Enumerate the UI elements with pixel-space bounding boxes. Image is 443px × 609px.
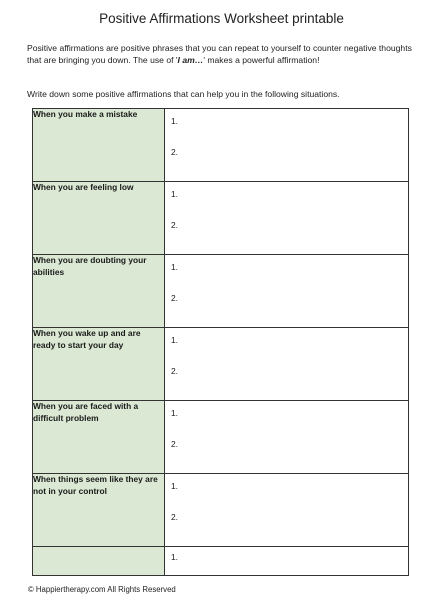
table-row [33, 109, 409, 182]
table-row [33, 474, 409, 547]
answer-number-1: 1. [171, 408, 178, 418]
intro-paragraph [27, 42, 422, 66]
intro-text-start: Positive affirmations are positive phrases that you can repeat to yourself to counter negative thoughts that are bringing you down. The use of ' [27, 43, 412, 65]
answer-number-1: 1. [171, 481, 178, 491]
answer-number-2: 2. [171, 366, 178, 376]
situation-cell: When you make a mistake [33, 109, 165, 182]
table-row [33, 328, 409, 401]
intro-emphasis: I am… [177, 55, 204, 65]
copyright-footer: © Happiertherapy.com All Rights Reserved [28, 585, 176, 594]
answer-cell[interactable] [165, 328, 409, 401]
answer-cell[interactable] [165, 109, 409, 182]
instruction-text: Write down some positive affirmations that can help you in the following situations. [27, 89, 340, 99]
intro-text-end: ' makes a powerful affirmation! [203, 55, 320, 65]
answer-cell[interactable] [165, 547, 409, 576]
answer-number-1: 1. [171, 262, 178, 272]
table-row [33, 255, 409, 328]
answer-number-2: 2. [171, 293, 178, 303]
situation-cell: When you are faced with a difficult problem [33, 401, 165, 474]
situation-cell: When you wake up and are ready to start your day [33, 328, 165, 401]
affirmations-table [32, 108, 409, 576]
table-row [33, 401, 409, 474]
situation-cell-empty [33, 547, 165, 576]
situation-cell: When things seem like they are not in your control [33, 474, 165, 547]
answer-cell[interactable] [165, 255, 409, 328]
answer-number-2: 2. [171, 439, 178, 449]
situation-cell: When you are feeling low [33, 182, 165, 255]
answer-number-2: 2. [171, 512, 178, 522]
answer-number-1: 1. [171, 335, 178, 345]
situation-cell: When you are doubting your abilities [33, 255, 165, 328]
answer-number-1: 1. [171, 116, 178, 126]
answer-cell[interactable] [165, 474, 409, 547]
answer-number-2: 2. [171, 147, 178, 157]
table-row [33, 182, 409, 255]
worksheet-title: Positive Affirmations Worksheet printable [99, 11, 344, 26]
answer-number-1: 1. [171, 552, 178, 562]
table-row-last [33, 547, 409, 576]
answer-cell[interactable] [165, 182, 409, 255]
answer-number-2: 2. [171, 220, 178, 230]
answer-cell[interactable] [165, 401, 409, 474]
answer-number-1: 1. [171, 189, 178, 199]
